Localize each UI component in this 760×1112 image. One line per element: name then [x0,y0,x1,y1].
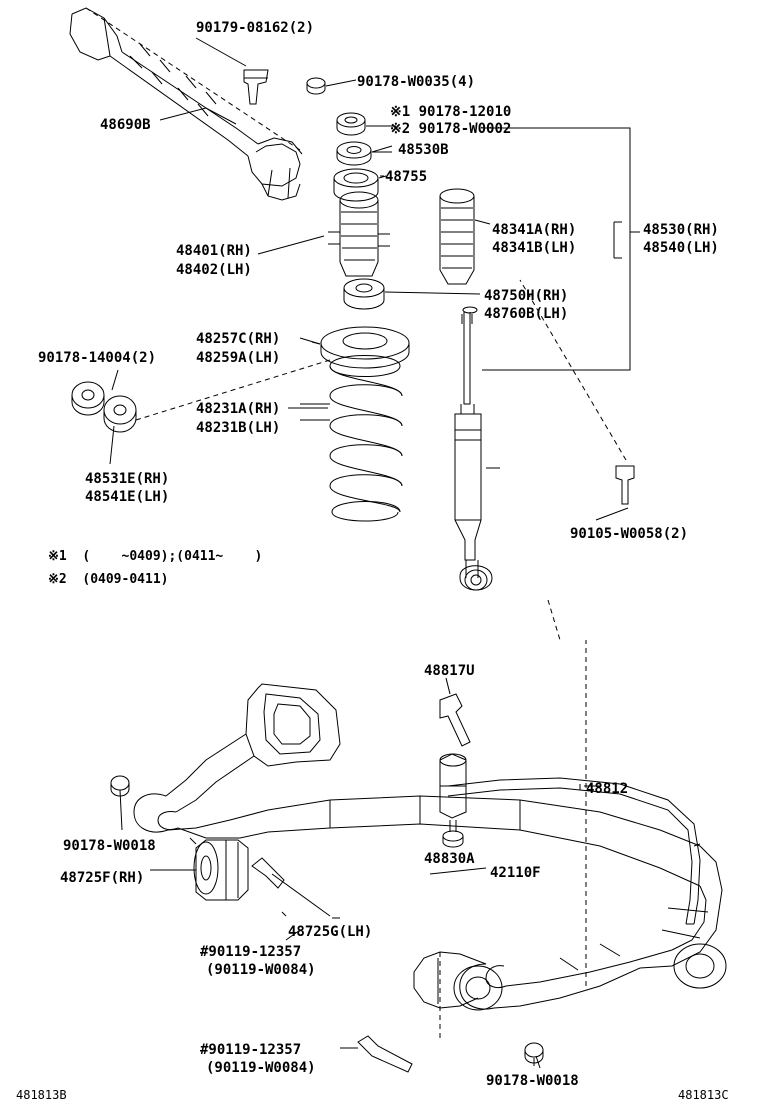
shock-absorber-48530 [455,307,500,590]
part-label-48341a: 48341A(RH) [492,222,577,238]
bolt-90179-08162 [196,38,268,104]
part-label-48259a: 48259A(LH) [196,350,281,366]
stabilizer-bar-48812 [448,778,700,924]
part-label-90119a2: (90119-W0084) [206,962,316,978]
part-label-42110f: 42110F [490,865,541,881]
part-label-star2: ※2 90178-W0002 [390,121,512,137]
part-label-48531e: 48531E(RH) [85,471,170,487]
corner-code-right: 481813C [678,1088,729,1102]
bolt-48817u [440,678,470,746]
part-label-48725f: 48725F(RH) [60,870,145,886]
bushing-48725f [150,838,248,900]
bump-stopper-48341 [440,189,490,284]
part-label-90179: 90179-08162(2) [196,20,315,36]
bolt-48725g [252,858,330,916]
part-label-48341b: 48341B(LH) [492,240,577,256]
dust-boot-48341 [328,192,390,276]
part-label-48540lh: 48540(LH) [643,240,719,256]
part-label-48750h: 48750H(RH) [484,288,569,304]
part-label-90119a: #90119-12357 [200,944,302,960]
part-label-90178w0035: 90178-W0035(4) [357,74,476,90]
corner-code-left: 481813B [16,1088,67,1102]
note-star-1: ※1 ( ~0409);(0411~ ) [48,549,263,564]
washer-90178-w0035 [307,78,356,94]
part-label-48755: 48755 [385,169,428,185]
part-label-48231a: 48231A(RH) [196,401,281,417]
part-label-48817u: 48817U [424,663,475,679]
part-label-48401: 48401(RH) [176,243,252,259]
part-label-48231b: 48231B(LH) [196,420,281,436]
part-label-48257c: 48257C(RH) [196,331,281,347]
part-label-48812: 48812 [586,781,629,797]
part-label-90119b: #90119-12357 [200,1042,302,1058]
part-label-90119b2: (90119-W0084) [206,1060,316,1076]
part-label-48830a: 48830A [424,851,475,867]
part-label-48690b: 48690B [100,117,151,133]
part-label-48760b: 48760B(LH) [484,306,569,322]
part-label-star1: ※1 90178-12010 [390,104,512,120]
part-label-90178-14004: 90178-14004(2) [38,350,157,366]
spring-seat-48257c [312,327,409,368]
part-label-90178-w0018b: 90178-W0018 [486,1073,579,1089]
upper-support-48530b [337,113,396,165]
nut-90178-w0018-top [111,776,129,830]
part-label-48530b: 48530B [398,142,449,158]
coil-spring-48231 [300,356,402,522]
part-label-48402: 48402(LH) [176,262,252,278]
part-label-48725g: 48725G(LH) [288,924,373,940]
note-star-2: ※2 (0409-0411) [48,572,169,587]
part-label-48541e: 48541E(LH) [85,489,170,505]
part-label-48530rh: 48530(RH) [643,222,719,238]
bushing-48830a [440,754,466,847]
part-label-90178-w0018t: 90178-W0018 [63,838,156,854]
part-label-90105: 90105-W0058(2) [570,526,689,542]
bolt-90119-12357-lower [340,1036,412,1072]
